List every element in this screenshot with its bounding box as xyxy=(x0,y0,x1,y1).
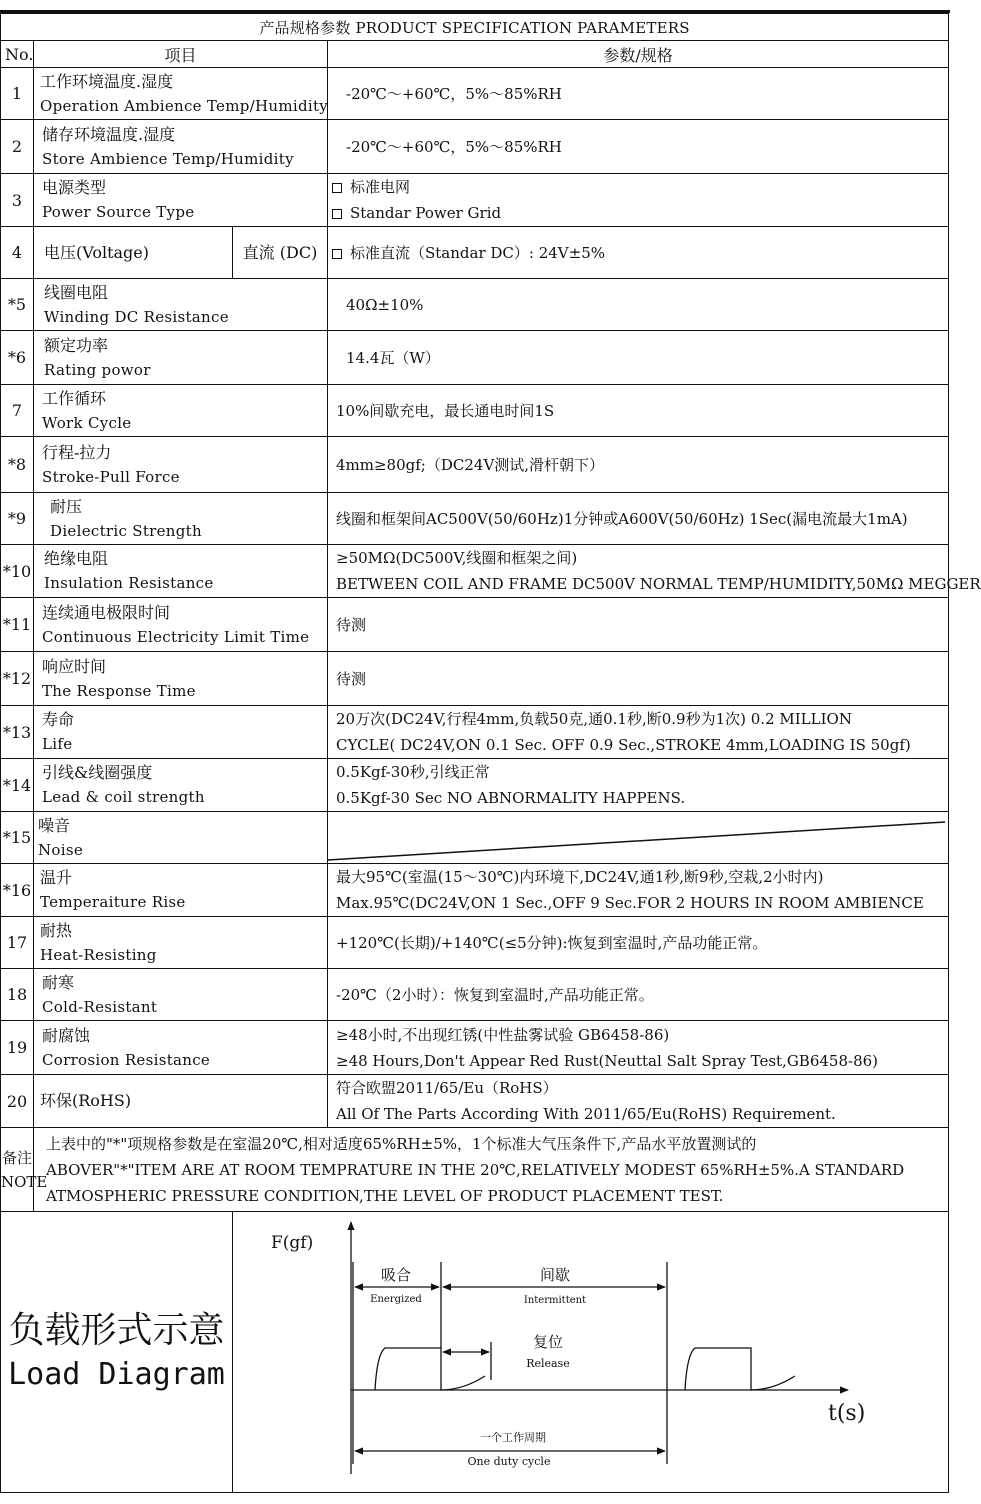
item-cell xyxy=(34,437,328,493)
item-cell xyxy=(34,1021,328,1075)
item-subtype: 直流 (DC) xyxy=(242,242,318,262)
spec-table xyxy=(0,13,981,1493)
item-name-en: Dielectric Strength xyxy=(50,521,202,540)
row-number: 17 xyxy=(1,917,34,969)
param-cell xyxy=(328,545,981,598)
param-line xyxy=(336,666,944,692)
param-text: Standar Power Grid xyxy=(350,204,502,222)
param-line xyxy=(336,612,944,638)
param-text: 待测 xyxy=(336,615,367,634)
note-line: 上表中的"*"项规格参数是在室温20℃,相对适度65%RH±5%，1个标准大气压条件下,产品水平放置测试的 xyxy=(46,1134,757,1153)
header-item: 项目 xyxy=(34,41,328,68)
param-cell xyxy=(328,917,949,969)
item-name-zh: 环保(RoHS) xyxy=(40,1091,132,1110)
table-row xyxy=(1,174,949,227)
table-row xyxy=(1,385,949,437)
item-subtype-cell xyxy=(233,227,328,279)
param-cell xyxy=(328,598,949,652)
param-line xyxy=(336,759,944,785)
item-cell xyxy=(34,385,328,437)
param-cell xyxy=(328,1021,949,1075)
param-text: 待测 xyxy=(336,669,367,688)
param-text: 线圈和框架间AC500V(50/60Hz)1分钟或A600V(50/60Hz) 1Sec(漏电流最大1mA) xyxy=(336,509,908,528)
table-row xyxy=(1,437,949,493)
item-cell xyxy=(34,598,328,652)
param-text: 40Ω±10% xyxy=(346,295,424,314)
item-name-zh: 额定功率 xyxy=(44,335,109,355)
item-cell xyxy=(34,917,328,969)
item-cell xyxy=(34,331,328,385)
noise-diagonal-mark xyxy=(328,814,945,862)
param-cell xyxy=(328,812,949,864)
energized-label-en: Energized xyxy=(370,1294,422,1305)
note-line: ATMOSPHERIC PRESSURE CONDITION,THE LEVEL OF PRODUCT PLACEMENT TEST. xyxy=(46,1186,724,1205)
item-name-en: Life xyxy=(42,735,73,753)
param-text: ≥50MΩ(DC500V,线圈和框架之间) xyxy=(336,549,578,567)
param-line xyxy=(346,292,944,318)
table-row xyxy=(1,759,949,812)
param-text: ≥48小时,不出现红锈(中性盐雾试验 GB6458-86) xyxy=(336,1025,670,1044)
row-number: 7 xyxy=(1,385,34,437)
param-cell xyxy=(328,227,949,279)
table-row xyxy=(1,969,949,1021)
table-row xyxy=(1,120,949,174)
param-text: 标准电网 xyxy=(350,178,411,196)
item-name-en: Work Cycle xyxy=(42,413,132,432)
load-diagram-row xyxy=(1,1212,949,1493)
table-row xyxy=(1,812,949,864)
param-line xyxy=(336,785,944,811)
param-cell xyxy=(328,174,949,227)
load-diagram-cell xyxy=(233,1212,949,1493)
item-cell xyxy=(34,493,328,545)
param-text: +120℃(长期)/+140℃(≤5分钟):恢复到室温时,产品功能正常。 xyxy=(336,933,768,952)
item-name-en: Store Ambience Temp/Humidity xyxy=(42,149,294,168)
param-line xyxy=(336,452,944,478)
item-name-en: Power Source Type xyxy=(42,203,195,221)
param-cell xyxy=(328,385,949,437)
item-name-zh: 绝缘电阻 xyxy=(44,549,109,568)
param-line xyxy=(332,240,944,266)
row-number: *8 xyxy=(1,437,34,493)
intermittent-label-zh: 间歇 xyxy=(539,1266,571,1284)
item-cell xyxy=(34,812,328,864)
table-row xyxy=(1,917,949,969)
item-name-en: Lead & coil strength xyxy=(42,788,205,806)
intermittent-label-en: Intermittent xyxy=(523,1295,587,1306)
table-row xyxy=(1,1021,949,1075)
table-row xyxy=(1,331,949,385)
load-diagram xyxy=(233,1212,949,1488)
waveform-cycle-2 xyxy=(685,1348,795,1390)
header-param: 参数/规格 xyxy=(328,41,949,68)
param-text: 14.4瓦（W） xyxy=(346,348,440,367)
item-cell xyxy=(34,652,328,706)
param-cell xyxy=(328,969,949,1021)
item-name-zh: 电源类型 xyxy=(42,178,107,197)
row-number: *15 xyxy=(1,812,34,864)
param-text: All Of The Parts According With 2011/65/Eu(RoHS) Requirement. xyxy=(336,1105,836,1123)
row-number: 18 xyxy=(1,969,34,1021)
row-number: *5 xyxy=(1,279,34,331)
param-cell xyxy=(328,652,949,706)
row-number: 3 xyxy=(1,174,34,227)
row-number: 19 xyxy=(1,1021,34,1075)
title-row xyxy=(1,14,949,41)
item-name-en: Cold-Resistant xyxy=(42,997,158,1016)
item-name-zh: 耐腐蚀 xyxy=(42,1025,91,1045)
diagonal-line xyxy=(328,822,945,860)
row-number: 20 xyxy=(1,1075,34,1128)
row-number: *11 xyxy=(1,598,34,652)
param-line xyxy=(332,200,944,226)
param-text: -20℃～+60℃，5%～85%RH xyxy=(346,137,562,156)
item-cell xyxy=(34,759,328,812)
param-line xyxy=(336,1101,944,1127)
duty-cycle-label-zh: 一个工作周期 xyxy=(480,1431,546,1444)
param-line xyxy=(346,134,944,160)
param-text: -20℃（2小时）：恢复到室温时,产品功能正常。 xyxy=(336,985,654,1004)
param-line xyxy=(336,1048,944,1074)
item-name-zh: 耐热 xyxy=(40,920,73,940)
row-number: 1 xyxy=(1,68,34,120)
item-name-en: Stroke-Pull Force xyxy=(42,467,180,486)
param-line xyxy=(336,1022,944,1048)
item-name-en: Winding DC Resistance xyxy=(44,307,229,326)
note-label xyxy=(1,1128,48,1212)
param-line xyxy=(336,545,944,571)
param-text: Max.95℃(DC24V,ON 1 Sec.,OFF 9 Sec.FOR 2 HOURS IN ROOM AMBIENCE xyxy=(336,894,924,912)
item-cell xyxy=(34,120,328,174)
param-text: 10%间歇充电，最长通电时间1S xyxy=(336,401,555,420)
param-cell xyxy=(328,437,949,493)
param-text: 0.5Kgf-30秒,引线正常 xyxy=(336,763,490,781)
waveform-cycle-1 xyxy=(375,1348,485,1390)
param-text: -20℃～+60℃，5%～85%RH xyxy=(346,84,562,103)
item-name-zh: 电压(Voltage) xyxy=(44,242,150,262)
param-line xyxy=(336,732,944,758)
item-name-en: Rating powor xyxy=(44,360,151,379)
row-number: *13 xyxy=(1,706,34,759)
note-label-en: NOTE xyxy=(1,1172,48,1191)
param-cell xyxy=(328,1075,949,1128)
item-cell xyxy=(34,706,328,759)
note-label-zh: 备注 xyxy=(1,1148,32,1167)
load-label-zh: 负载形式示意 xyxy=(8,1310,225,1351)
header-no: No. xyxy=(1,41,34,68)
param-text: CYCLE( DC24V,ON 0.1 Sec. OFF 0.9 Sec.,STROKE 4mm,LOADING IS 50gf) xyxy=(336,736,911,754)
param-text: 最大95℃(室温(15～30℃)内环境下,DC24V,通1秒,断9秒,空栽,2小时内) xyxy=(336,868,824,886)
table-row xyxy=(1,545,949,598)
table-row xyxy=(1,652,949,706)
param-line xyxy=(346,81,944,107)
param-line xyxy=(336,398,944,424)
item-cell xyxy=(34,279,328,331)
item-name-zh: 响应时间 xyxy=(42,656,107,676)
row-number: *9 xyxy=(1,493,34,545)
param-text: 4mm≥80gf;（DC24V测试,滑杆朝下） xyxy=(336,455,605,474)
item-name-en: Continuous Electricity Limit Time xyxy=(42,627,310,646)
param-text: 0.5Kgf-30 Sec NO ABNORMALITY HAPPENS. xyxy=(336,789,686,807)
release-label-zh: 复位 xyxy=(532,1333,564,1351)
param-text: 标准直流（Standar DC）: 24V±5% xyxy=(350,243,606,262)
param-line xyxy=(336,706,944,732)
item-name-zh: 寿命 xyxy=(42,710,75,729)
row-number: *16 xyxy=(1,864,34,917)
note-line: ABOVER"*"ITEM ARE AT ROOM TEMPRATURE IN THE 20℃,RELATIVELY MODEST 65%RH±5%.A STANDARD xyxy=(46,1160,905,1179)
param-line xyxy=(332,174,944,200)
param-text: ≥48 Hours,Don't Appear Red Rust(Neuttal Salt Spray Test,GB6458-86) xyxy=(336,1051,879,1070)
item-name-zh: 温升 xyxy=(40,868,73,887)
checkbox-icon xyxy=(332,209,342,219)
sheet-title: 产品规格参数 PRODUCT SPECIFICATION PARAMETERS xyxy=(1,14,949,41)
row-number: 2 xyxy=(1,120,34,174)
table-row xyxy=(1,227,949,279)
param-text: 符合欧盟2011/65/Eu（RoHS） xyxy=(336,1079,558,1097)
item-name-zh: 耐寒 xyxy=(42,972,75,992)
param-cell xyxy=(328,759,949,812)
item-name-zh: 储存环境温度.湿度 xyxy=(42,124,176,144)
param-line xyxy=(336,982,944,1008)
table-row xyxy=(1,598,949,652)
item-cell xyxy=(34,545,328,598)
param-cell xyxy=(328,706,949,759)
item-name-en: Corrosion Resistance xyxy=(42,1050,211,1069)
param-cell xyxy=(328,68,949,120)
table-row xyxy=(1,493,949,545)
item-cell xyxy=(34,969,328,1021)
item-name-zh: 工作环境温度.湿度 xyxy=(40,71,174,91)
note-text xyxy=(34,1128,949,1212)
param-line xyxy=(336,930,944,956)
load-label-en: Load Diagram xyxy=(8,1357,225,1392)
item-name-zh: 耐压 xyxy=(50,496,83,516)
checkbox-icon xyxy=(332,249,342,259)
param-cell xyxy=(328,279,949,331)
param-line xyxy=(346,345,944,371)
item-cell xyxy=(34,864,328,917)
row-number: *10 xyxy=(1,545,34,598)
item-name-en: Insulation Resistance xyxy=(44,574,214,592)
item-name-en: Operation Ambience Temp/Humidity xyxy=(40,96,329,115)
item-cell xyxy=(34,227,233,279)
table-row xyxy=(1,279,949,331)
item-name-zh: 行程-拉力 xyxy=(42,442,112,462)
row-number: 4 xyxy=(1,227,34,279)
param-line xyxy=(336,1075,944,1101)
item-name-zh: 引线&线圈强度 xyxy=(42,763,153,782)
param-line xyxy=(336,571,981,597)
row-number: *6 xyxy=(1,331,34,385)
note-row xyxy=(1,1128,949,1212)
item-name-en: Noise xyxy=(38,840,84,859)
param-cell xyxy=(328,493,949,545)
item-name-zh: 线圈电阻 xyxy=(44,282,109,302)
item-name-zh: 工作循环 xyxy=(42,388,107,408)
item-name-zh: 连续通电极限时间 xyxy=(42,602,171,622)
release-label-en: Release xyxy=(526,1357,570,1370)
item-name-en: Heat-Resisting xyxy=(40,945,157,964)
item-name-en: Temperaiture Rise xyxy=(40,893,186,911)
param-cell xyxy=(328,120,949,174)
checkbox-icon xyxy=(332,183,342,193)
item-name-zh: 噪音 xyxy=(38,815,71,835)
table-row xyxy=(1,706,949,759)
item-cell xyxy=(34,1075,328,1128)
item-cell xyxy=(34,174,328,227)
duty-cycle-label-en: One duty cycle xyxy=(467,1455,551,1468)
param-text: 20万次(DC24V,行程4mm,负载50克,通0.1秒,断0.9秒为1次) 0.2 MILLION xyxy=(336,710,852,728)
param-line xyxy=(336,864,944,890)
item-name-en: The Response Time xyxy=(42,681,196,700)
load-diagram-label xyxy=(1,1212,233,1493)
item-cell xyxy=(34,68,328,120)
param-cell xyxy=(328,864,949,917)
table-row xyxy=(1,864,949,917)
param-cell xyxy=(328,331,949,385)
header-row xyxy=(1,41,949,68)
table-row xyxy=(1,1075,949,1128)
row-number: *14 xyxy=(1,759,34,812)
param-text: BETWEEN COIL AND FRAME DC500V NORMAL TEMP/HUMIDITY,50MΩ MEGGER xyxy=(336,575,981,593)
param-line xyxy=(336,890,944,916)
y-axis-label: F(gf) xyxy=(271,1233,314,1253)
table-row xyxy=(1,68,949,120)
energized-label-zh: 吸合 xyxy=(380,1266,412,1284)
row-number: *12 xyxy=(1,652,34,706)
param-line xyxy=(336,506,944,532)
x-axis-label: t(s) xyxy=(828,1401,866,1426)
